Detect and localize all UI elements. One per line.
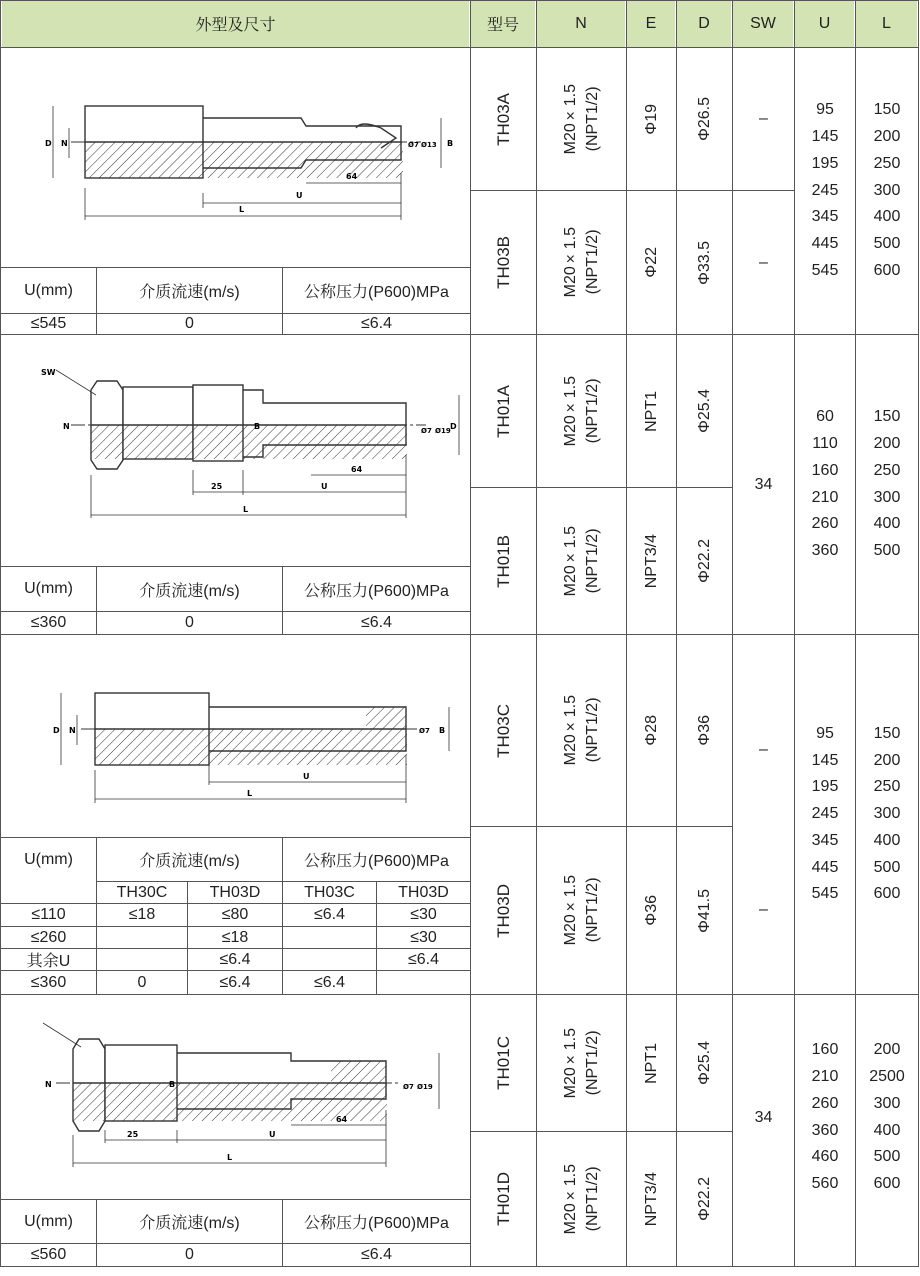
n-th03d: M20×1.5 (NPT1/2) (561, 875, 601, 946)
table-cell (97, 927, 187, 948)
drawing-label-d: D (450, 422, 457, 431)
l-list-section2: 150 200 250 300 400 500 (873, 408, 901, 560)
table-cell: ≤18 (221, 928, 249, 946)
flow-pressure-header: 公称压力(P600)MPa (304, 284, 449, 301)
flow-sub-header: TH03D (398, 883, 449, 901)
table-cell: 其余U (26, 953, 71, 970)
sw-th03b: – (759, 253, 768, 271)
sw-th03d: – (759, 901, 768, 918)
drawing-th03ab (1, 48, 470, 267)
d-th03d: Φ41.5 (695, 888, 713, 933)
header-model: 型号 (471, 0, 535, 47)
n-th01b: M20×1.5 (NPT1/2) (561, 525, 601, 597)
model-th01c: TH01C (493, 1036, 513, 1090)
model-th03c: TH03C (493, 703, 513, 758)
e-th03d: Φ36 (642, 895, 660, 926)
model-th01b: TH01B (493, 534, 513, 588)
flow-u-header: U(mm) (24, 580, 73, 597)
table-cell: ≤260 (30, 928, 67, 946)
d-th01c: Φ25.4 (695, 1041, 713, 1085)
header-sw: SW (733, 0, 793, 47)
drawing-label-64: 64 (336, 1115, 348, 1124)
n-th03a: M20×1.5 (NPT1/2) (561, 83, 601, 155)
flow-speed-header: 介质流速(m/s) (139, 284, 240, 301)
flow-speed-header: 介质流速(m/s) (139, 582, 240, 600)
drawing-label-d19: Ø19 (417, 1083, 433, 1091)
drawing-label-b: B (447, 139, 454, 148)
flow-u-header: U(mm) (24, 850, 73, 868)
n-th01c: M20×1.5 (NPT1/2) (561, 1027, 601, 1099)
drawing-label-n: N (63, 422, 70, 431)
drawing-label-d19: Ø19 (435, 427, 451, 435)
table-cell: ≤6.4 (219, 950, 251, 968)
header-u: U (795, 0, 854, 47)
flow-speed-header: 介质流速(m/s) (139, 853, 240, 870)
table-cell: ≤30 (410, 906, 437, 923)
drawing-label-d7: Ø7 (403, 1083, 414, 1091)
drawing-label-b: B (439, 726, 446, 735)
table-cell: ≤110 (31, 906, 66, 923)
flow-pressure-value: ≤6.4 (360, 315, 393, 332)
table-cell (377, 971, 470, 994)
drawing-label-n: N (61, 139, 68, 148)
table-cell: ≤6.4 (313, 906, 346, 923)
header-l: L (856, 0, 917, 47)
flow-speed-value: 0 (185, 315, 194, 332)
drawing-label-b: B (169, 1080, 176, 1089)
table-cell: ≤18 (128, 906, 156, 923)
u-list-section2: 60 110 160 210 260 360 (811, 408, 839, 560)
flow-pressure-value: ≤6.4 (360, 614, 393, 631)
table-cell: ≤6.4 (407, 950, 440, 968)
drawing-label-d: D (45, 139, 52, 148)
drawing-label-d7: Ø7 (408, 141, 419, 149)
model-th03a: TH03A (493, 92, 513, 146)
sw-th01ab: 34 (754, 475, 773, 493)
model-th03d: TH03D (493, 883, 513, 938)
drawing-label-25: 25 (211, 482, 223, 491)
flow-u-value: ≤545 (30, 315, 67, 332)
e-th03b: Φ22 (642, 247, 660, 278)
d-th01d: Φ22.2 (695, 1177, 713, 1221)
table-cell (283, 927, 376, 948)
drawing-th01ab (1, 335, 470, 566)
table-cell: ≤80 (221, 906, 249, 923)
flow-u-header: U(mm) (24, 1212, 73, 1230)
drawing-label-d7: Ø7 (419, 727, 430, 735)
flow-pressure-value: ≤6.4 (360, 1246, 393, 1263)
flow-speed-value: 0 (185, 1246, 194, 1263)
table-cell (283, 949, 376, 970)
drawing-label-n: N (45, 1080, 52, 1089)
drawing-label-l: L (227, 1153, 233, 1162)
flow-speed-value: 0 (185, 614, 194, 631)
flow-u-value: ≤360 (30, 614, 67, 631)
model-th01a: TH01A (493, 384, 513, 438)
sw-th03c: – (759, 741, 768, 758)
e-th01c: NPT1 (642, 1042, 660, 1084)
header-n: N (537, 0, 625, 47)
table-cell: ≤360 (30, 973, 67, 991)
u-list-section4: 160 210 260 360 460 560 (811, 1041, 839, 1193)
d-th03b: Φ33.5 (695, 240, 713, 285)
n-th03b: M20×1.5 (NPT1/2) (561, 227, 601, 298)
flow-sub-header: TH30C (116, 883, 168, 901)
drawing-label-n: N (69, 726, 76, 735)
header-shape: 外型及尺寸 (2, 0, 469, 47)
drawing-label-64: 64 (351, 465, 363, 474)
drawing-label-d13: Ø13 (421, 141, 437, 149)
d-th01b: Φ22.2 (695, 539, 713, 583)
drawing-label-l: L (243, 505, 249, 514)
drawing-label-l: L (239, 205, 245, 214)
drawing-label-u: U (296, 191, 303, 200)
flow-sub-header: TH03C (304, 883, 355, 901)
header-e: E (627, 0, 675, 47)
table-cell: ≤6.4 (313, 973, 346, 991)
n-th01a: M20×1.5 (NPT1/2) (561, 375, 601, 447)
drawing-label-25: 25 (127, 1130, 139, 1139)
table-cell (97, 949, 187, 970)
flow-sub-header: TH03D (209, 883, 261, 901)
d-th03a: Φ26.5 (695, 97, 713, 141)
n-th01d: M20×1.5 (NPT1/2) (561, 1163, 601, 1235)
drawing-th03cd (1, 635, 470, 837)
l-list-section3: 150 200 250 300 400 500 600 (873, 724, 901, 903)
flow-pressure-header: 公称压力(P600)MPa (304, 1215, 449, 1232)
sw-th03a: – (759, 110, 768, 127)
header-d: D (677, 0, 731, 47)
drawing-label-b: B (254, 422, 261, 431)
e-th01d: NPT3/4 (642, 1171, 660, 1227)
table-cell: ≤30 (410, 928, 437, 946)
drawing-label-l: L (247, 789, 253, 798)
model-th03b: TH03B (493, 236, 513, 289)
drawing-label-u: U (303, 772, 310, 781)
table-cell: ≤6.4 (219, 973, 251, 991)
sw-th01cd: 34 (754, 1108, 773, 1126)
drawing-label-u: U (269, 1130, 276, 1139)
flow-u-value: ≤560 (30, 1246, 67, 1263)
drawing-th01cd (1, 995, 470, 1199)
drawing-label-d7: Ø7 (421, 427, 432, 435)
l-list-section1: 150 200 250 300 400 500 600 (873, 101, 901, 279)
drawing-label-sw: SW (41, 368, 56, 377)
u-list-section3: 95 145 195 245 345 445 545 (811, 724, 839, 903)
d-th01a: Φ25.4 (695, 389, 713, 433)
flow-pressure-header: 公称压力(P600)MPa (304, 853, 449, 870)
flow-pressure-header: 公称压力(P600)MPa (304, 582, 449, 600)
drawing-label-u: U (321, 482, 328, 491)
d-th03c: Φ36 (695, 715, 713, 746)
e-th03c: Φ28 (642, 715, 660, 746)
n-th03c: M20×1.5 (NPT1/2) (561, 695, 601, 766)
e-th01b: NPT3/4 (642, 533, 660, 589)
model-th01d: TH01D (493, 1172, 513, 1226)
e-th03a: Φ19 (642, 103, 660, 135)
drawing-label-d: D (53, 726, 60, 735)
table-cell: 0 (137, 973, 147, 991)
l-list-section4: 200 2500 300 400 500 600 (869, 1041, 905, 1193)
u-list-section1: 95 145 195 245 345 445 545 (811, 101, 839, 279)
flow-u-header: U(mm) (24, 281, 73, 299)
drawing-label-64: 64 (346, 172, 358, 181)
flow-speed-header: 介质流速(m/s) (139, 1215, 240, 1232)
e-th01a: NPT1 (642, 390, 660, 432)
